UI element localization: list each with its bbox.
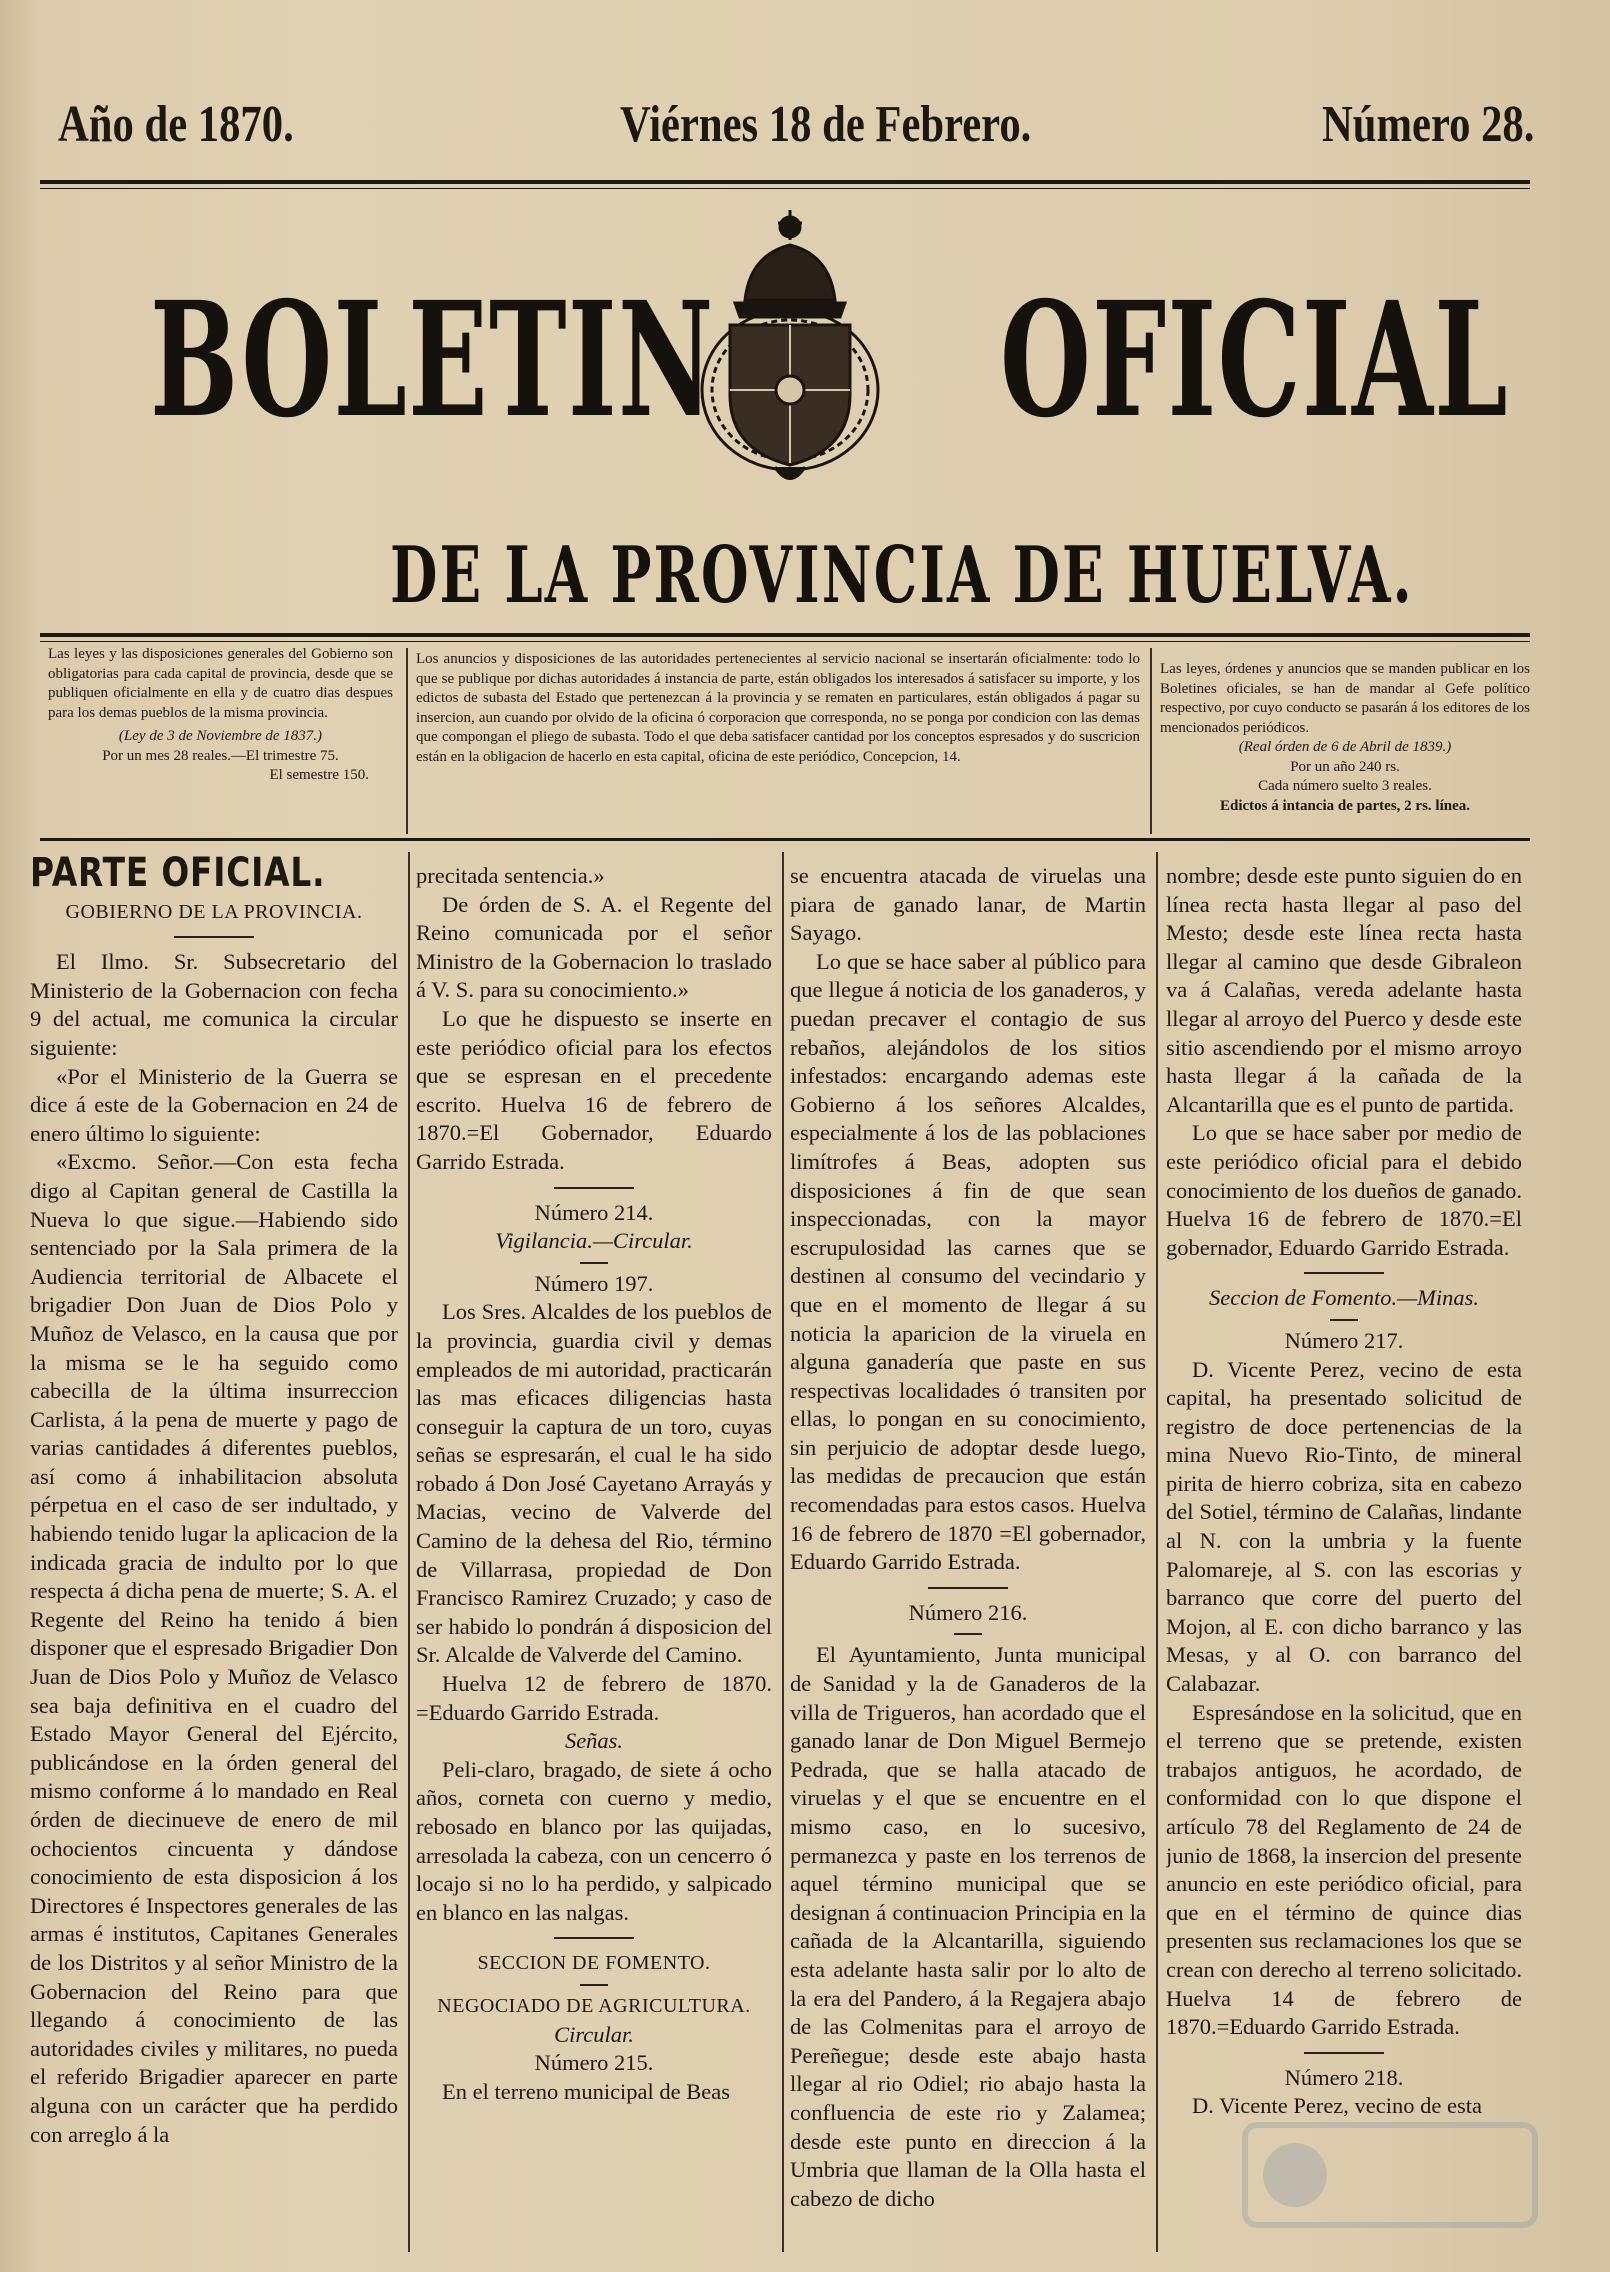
notice-center-text: Los anuncios y disposiciones de las autoridades pertenecientes al servicio nacional se insertarán oficialmente: todo lo que se publique por dichas autoridades á instancia de parte, están obligados los interesados á satisfacer su importe, y los edictos de subasta del Estado que pertenezcan á la provincia y se rematen en particulares, están obligados á pagar su insercion, aun cuando por olvido de la oficina ó corporacion que corresponda, no se ponga por condicion con las demas que compongan el pliego de subasta. Todo el que deba satisfacer cantidad por los conceptos espresados y do suscricion están en la obligacion de hacerlo en esta capital, oficina de este periódico, Concepcion, 14. xyxy=(416,651,1140,765)
royal-coat-of-arms-icon xyxy=(690,205,890,495)
separator xyxy=(1304,1272,1384,1274)
column-divider-3 xyxy=(1156,852,1158,2252)
senas-heading: Señas. xyxy=(564,1728,624,1754)
column-2 xyxy=(416,862,772,2262)
separator xyxy=(928,1587,1008,1589)
number-217: Número 217. xyxy=(1284,1327,1404,1353)
seccion-fomento: SECCION DE FOMENTO. xyxy=(477,1952,711,1975)
circular-label: Circular. xyxy=(554,2021,634,2047)
separator xyxy=(580,1984,608,1986)
masthead-rule-thick xyxy=(40,633,1530,637)
separator xyxy=(954,1633,982,1635)
notice-center xyxy=(416,650,1140,767)
notice-right-price1: Por un año 240 rs. xyxy=(1290,758,1400,775)
masthead-subtitle: DE LA PROVINCIA DE HUELVA. xyxy=(390,530,1414,621)
number-215: Número 215. xyxy=(534,2050,654,2076)
issue-date: Viérnes 18 de Febrero. xyxy=(620,96,1032,153)
col4-paragraph-3: D. Vicente Perez, vecino de esta capital, ha presentado solicitud de registro de doce pertenencias de la mina Nuevo Rio-Tinto, de mineral pirita de hierro cobriza, sita en cabezo del Sotiel, término de Calañas, lindante al N. con la umbria y la fuente Palomareje, al S. con las escorias y barranco que corre del puerto del Mojon, al E. con dicho barranco y las Mesas, y al O. con barranco del Calabazar. xyxy=(1166,1356,1522,1697)
issue-year: Año de 1870. xyxy=(58,96,294,153)
notice-divider-1 xyxy=(406,648,408,834)
archive-stamp-icon xyxy=(1240,2120,1540,2230)
separator xyxy=(1330,1319,1358,1321)
col4-paragraph-1: nombre; desde este punto siguien do en línea recta hasta llegar al paso del Mesto; desde este línea recta hasta llegar al camino que desde Gibraleon va á Calañas, vereda adelante hasta llegar al arroyo del Puerco y desde este sitio ascendiendo por el mismo arroyo hasta llegar á la cañada de la Alcantarilla que es el punto de partida. xyxy=(1166,863,1522,1117)
col1-paragraph-3: «Excmo. Señor.—Con esta fecha digo al Capitan general de Castilla la Nueva lo que sigue.—Habiendo sido sentenciado por la Sala primera de la Audiencia territorial de Albacete el brigadier Don Juan de Dios Polo y Muñoz de Velasco, en la causa que por la misma se le ha seguido como cabecilla de la última insurreccion Carlista, á la pena de muerte y pago de varias cantidades á diferentes pueblos, así como á inhabilitacion absoluta pérpetua en el caso de ser indultado, y habiendo tenido lugar la aplicacion de la indicada gracia de indulto por lo que respecta á dicha pena de muerte; S. A. el Regente del Reino ha tenido á bien disponer que el espresado Brigadier Don Juan de Dios Polo y Muñoz de Velasco sea baja definitiva en el cuadro del Estado Mayor General del Ejército, publicándose en la órden general del mismo conforme á lo mandado en Real órden de diecinueve de enero de mil ochocientos cincuenta y dándose conocimiento de esta disposicion á los Directores é Inspectores generales de las armas é institutos, Capitanes Generales de los Distritos y al señor Ministro de la Gobernacion del Reino para que llegando á conocimiento de las autoridades civiles y militares, no pueda el referido Brigadier aparecer en parte alguna con un carácter que ha perdido con arreglo á la xyxy=(30,1149,398,2147)
subheading-gobierno: GOBIERNO DE LA PROVINCIA. xyxy=(65,900,363,923)
section-heading-parte-oficial: PARTE OFICIAL. xyxy=(30,855,326,896)
col3-paragraph-1: se encuentra atacada de viruelas una piara de ganado lanar, de Martin Sayago. xyxy=(790,863,1146,946)
separator xyxy=(580,1262,608,1264)
notice-rule xyxy=(40,838,1530,841)
masthead-rule-thin xyxy=(40,641,1530,642)
col3-paragraph-2: Lo que se hace saber al público para que llegue á noticia de los ganaderos, y puedan precaver el contagio de sus rebaños, alejándolos de los sitios infestados: encargando ademas este Gobierno á los señores Alcaldes, especialmente á los de las poblaciones limítrofes á Beas, adopten sus disposiciones á fin de que sean inspeccionadas, con la mayor escrupulosidad las carnes que se destinen al consumo del vecindario y que en el momento de llegar á su noticia la aparicion de la viruela en alguna ganadería que paste en sus respectivas localidades ó transiten por ellas, lo pongan en su conocimiento, sin perjuicio de adoptar desde luego, las medidas de precaucion que están recomendadas para estos casos. Huelva 16 de febrero de 1870 =El gobernador, Eduardo Garrido Estrada. xyxy=(790,948,1146,1575)
col2-paragraph-3: Lo que he dispuesto se inserte en este periódico oficial para los efectos que se espresan en el precedente escrito. Huelva 16 de febrero de 1870.=El Gobernador, Eduardo Garrido Estrada. xyxy=(416,1005,772,1174)
seccion-fomento-minas: Seccion de Fomento.—Minas. xyxy=(1209,1285,1479,1311)
column-divider-2 xyxy=(782,852,784,2252)
col2-paragraph-2: De órden de S. A. el Regente del Reino comunicada por el señor Ministro de la Gobernacion lo traslado á V. S. para su conocimiento.» xyxy=(416,891,772,1003)
column-3 xyxy=(790,862,1146,2262)
column-divider-1 xyxy=(408,852,410,2252)
separator xyxy=(554,1187,634,1189)
header-rule-thick xyxy=(40,180,1530,184)
notice-left-price2: El semestre 150. xyxy=(269,767,369,783)
header-rule-thin xyxy=(40,188,1530,189)
notice-left-text: Las leyes y las disposiciones generales del Gobierno son obligatorias para cada capital de provincia, desde que se publiquen oficialmente en ella y de cuatro dias despues para los demas pueblos de la misma provincia. xyxy=(48,646,393,721)
issue-number: Número 28. xyxy=(1322,96,1535,153)
column-1 xyxy=(30,855,398,2255)
negociado-agricultura: NEGOCIADO DE AGRICULTURA. xyxy=(437,1994,751,2017)
notice-right-price2: Cada número suelto 3 reales. xyxy=(1258,778,1432,794)
col2-paragraph-1: precitada sentencia.» xyxy=(416,863,605,888)
masthead-boletin: BOLETIN xyxy=(150,268,715,453)
col4-paragraph-4: Espresándose en la solicitud, que en el terreno que se pretende, existen trabajos antiguos, he acordado, de conformidad con lo que dispone el artículo 78 del Reglamento de 24 de junio de 1868, la insercion del presente anuncio en este periódico oficial, para que en el término de quince dias presenten sus reclamaciones los que se crean con derecho al terreno solicitado. Huelva 14 de febrero de 1870.=Eduardo Garrido Estrada. xyxy=(1166,1699,1522,2040)
separator xyxy=(174,936,254,938)
col3-paragraph-3: El Ayuntamiento, Junta municipal de Sanidad y la de Ganaderos de la villa de Trigueros, han acordado que el ganado lanar de Don Miguel Bermejo Pedrada, que se halla atacado de viruelas y el que se encuentre en el mismo caso, en lo sucesivo, permanezca y paste en los terrenos de aquel término municipal que se designan á continuacion Principia en la cañada de la Alcantarilla, siguiendo esta adelante hasta salir por lo alto de la era del Pandero, á la Regajera abajo de las Colmenitas para el arroyo de Pereñegue; desde este abajo hasta llegar al rio Odiel; rio abajo hasta la confluencia de este rio y Zalamea; desde este punto en direccion á la Umbria que llaman de la Olla hasta el cabezo de dicho xyxy=(790,1642,1146,2211)
col1-paragraph-2: «Por el Ministerio de la Guerra se dice á este de la Gobernacion en 24 de enero último lo siguiente: xyxy=(30,1063,398,1146)
separator xyxy=(1304,2052,1384,2054)
vigilancia-circular: Vigilancia.—Circular. xyxy=(495,1228,693,1254)
number-214: Número 214. xyxy=(534,1199,654,1225)
col2-paragraph-7: En el terreno municipal de Beas xyxy=(442,2078,731,2104)
col2-paragraph-5: Huelva 12 de febrero de 1870. =Eduardo Garrido Estrada. xyxy=(416,1671,772,1725)
number-216: Número 216. xyxy=(908,1599,1028,1625)
col4-paragraph-2: Lo que se hace saber por medio de este periódico oficial para el debido conocimiento de los dueños de ganado. Huelva 16 de febrero de 1870.=El gobernador, Eduardo Garrido Estrada. xyxy=(1166,1120,1522,1260)
notice-divider-2 xyxy=(1150,648,1152,834)
notice-right-price3: Edictos á intancia de partes, 2 rs. línea. xyxy=(1220,797,1470,814)
masthead-oficial: OFICIAL xyxy=(1000,268,1509,453)
notice-right-ref: (Real órden de 6 de Abril de 1839.) xyxy=(1238,739,1452,755)
col1-paragraph-1: El Ilmo. Sr. Subsecretario del Ministerio de la Gobernacion con fecha 9 del actual, me comunica la circular siguiente: xyxy=(30,949,398,1060)
number-197: Número 197. xyxy=(534,1270,654,1296)
notice-right xyxy=(1160,660,1530,816)
col2-paragraph-6: Peli-claro, bragado, de siete á ocho años, corneta con cuerno y medio, rebosado en blanco por las quijadas, arresolada la cabeza, con un cencerro ó locajo si no lo ha perdido, y salpicado en blanco en las nalgas. xyxy=(416,1756,772,1925)
col2-paragraph-4: Los Sres. Alcaldes de los pueblos de la provincia, guardia civil y demas empleados de mi autoridad, practicarán las mas eficaces diligencias hasta conseguir la captura de un toro, cuyas señas se espresarán, el cual le ha sido robado á Don José Cayetano Arrayás y Macias, vecino de Valverde del Camino de la dehesa del Rio, término de Villarrasa, propiedad de Don Francisco Ramirez Cruzado; y caso de ser habido lo pondrán á disposicion del Sr. Alcalde de Valverde del Camino. xyxy=(416,1299,772,1668)
notice-right-text: Las leyes, órdenes y anuncios que se manden publicar en los Boletines oficiales, se han de mandar al Gefe político respectivo, por cuyo conducto se pasarán á los editores de los mencionados periódicos. xyxy=(1160,661,1530,736)
notice-left-price1: Por un mes 28 reales.—El trimestre 75. xyxy=(102,747,339,764)
col4-paragraph-5: D. Vicente Perez, vecino de esta xyxy=(1192,2093,1482,2119)
separator xyxy=(554,1937,634,1939)
number-218: Número 218. xyxy=(1284,2064,1404,2090)
notice-left xyxy=(48,645,393,786)
notice-left-ref: (Ley de 3 de Noviembre de 1837.) xyxy=(118,728,323,744)
column-4 xyxy=(1166,862,1522,2262)
